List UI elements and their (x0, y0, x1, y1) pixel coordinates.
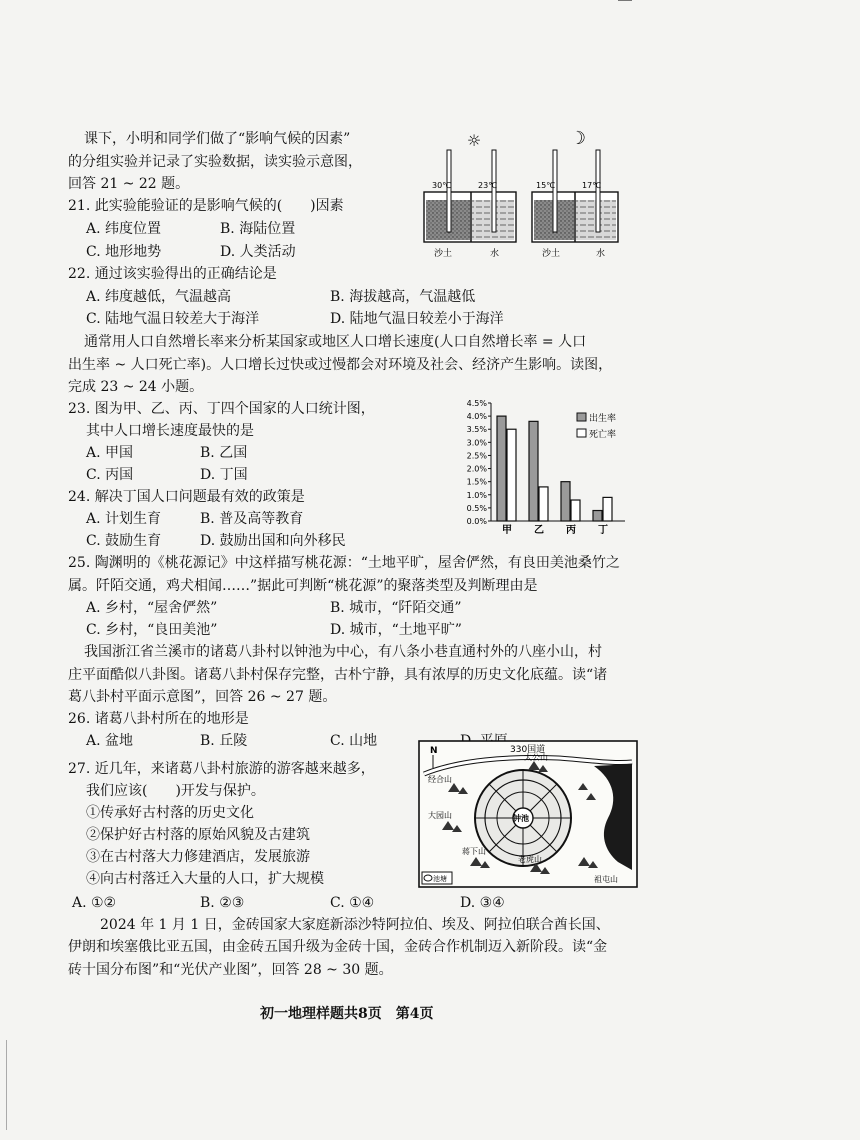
sand-label: 沙土 (542, 249, 561, 259)
y-tick-label: 0.5% (466, 503, 487, 513)
experiment-diagram (420, 120, 620, 260)
bar-出生率-甲 (497, 416, 506, 521)
q21-option-c: C. 地形地势 (86, 244, 162, 260)
q21-option-a: A. 纬度位置 (86, 221, 162, 237)
brics-line-2: 伊朗和埃塞俄比亚五国，由金砖五国升级为金砖十国，金砖合作机制迈入新阶段。读“金 (68, 939, 608, 955)
q27-option-d: D. ③④ (460, 895, 505, 911)
q23-option-a: A. 甲国 (86, 445, 134, 461)
q25-line-1: 25. 陶渊明的《桃花源记》中这样描写桃花源：“土地平旷，屋舍俨然，有良田美池桑竹之 (68, 555, 620, 571)
zhuge-line-2: 庄平面酷似八卦图。诸葛八卦村保存完整，古朴宁静，具有浓厚的历史文化底蕴。读“诸 (68, 667, 608, 683)
brics-line-1: 2024 年 1 月 1 日，金砖国家大家庭新添沙特阿拉伯、埃及、阿拉伯联合酋长国、 (100, 917, 610, 933)
bar-出生率-乙 (529, 421, 538, 521)
intro-line-2: 的分组实验并记录了实验数据，读实验示意图， (68, 154, 362, 170)
q27-stem-1: 27. 近几年，来诸葛八卦村旅游的游客越来越多， (68, 761, 375, 777)
thermometer (596, 150, 600, 232)
q24-option-b: B. 普及高等教育 (200, 511, 304, 527)
q22-option-a: A. 纬度越低，气温越高 (86, 289, 232, 305)
q27-item-2: ②保护好古村落的原始风貌及古建筑 (86, 827, 310, 843)
q23-option-d: D. 丁国 (200, 467, 248, 483)
legend-swatch (577, 413, 586, 421)
thermometer (447, 150, 451, 232)
q25-option-d: D. 城市，“土地平旷” (330, 622, 462, 638)
mountain-label: 太公山 (524, 753, 548, 762)
mountain-label: 蒋下山 (462, 847, 486, 856)
q22-option-b: B. 海拔越高，气温越低 (330, 289, 476, 305)
q26-stem: 26. 诸葛八卦村所在的地形是 (68, 711, 249, 727)
pop-line-2: 出生率 ~ 人口死亡率)。人口增长过快或过慢都会对环境及社会、经济产生影响。读图， (68, 357, 613, 373)
bar-死亡率-丙 (571, 500, 580, 521)
q26-option-b: B. 丘陵 (200, 733, 248, 749)
page-footer: 初一地理样题共8页 第4页 (260, 1006, 434, 1022)
q25-option-c: C. 乡村，“良田美池” (86, 622, 218, 638)
q24-option-c: C. 鼓励生育 (86, 533, 162, 549)
pond-legend-label: 池塘 (433, 875, 447, 883)
thermometer (492, 150, 496, 232)
q25-option-a: A. 乡村，“屋舍俨然” (86, 600, 218, 616)
q25-option-b: B. 城市，“阡陌交通” (330, 600, 462, 616)
q27-item-4: ④向古村落迁入大量的人口，扩大规模 (86, 871, 324, 887)
legend-label: 死亡率 (589, 430, 617, 440)
q27-option-c: C. ①④ (330, 895, 375, 911)
temp-label: 17℃ (582, 181, 602, 190)
category-label: 丁 (598, 525, 608, 536)
q25-line-2: 属。阡陌交通，鸡犬相闻……”据此可判断“桃花源”的聚落类型及判断理由是 (68, 578, 538, 594)
q26-option-c: C. 山地 (330, 733, 378, 749)
q24-option-d: D. 鼓励出国和向外移民 (200, 533, 346, 549)
mountain-label: 祖屯山 (594, 875, 618, 884)
y-tick-label: 0.0% (466, 517, 487, 526)
legend-swatch (577, 429, 586, 437)
q22-option-d: D. 陆地气温日较差小于海洋 (330, 311, 504, 327)
temp-label: 23℃ (478, 181, 498, 190)
bar-出生率-丁 (593, 511, 602, 521)
q22-stem: 22. 通过该实验得出的正确结论是 (68, 266, 277, 282)
q23-option-c: C. 丙国 (86, 467, 134, 483)
zhuge-line-1: 我国浙江省兰溪市的诸葛八卦村以钟池为中心，有八条小巷直通村外的八座小山，村 (84, 644, 602, 660)
temp-label: 30℃ (432, 181, 452, 190)
q21-option-d: D. 人类活动 (220, 244, 296, 260)
pop-line-1: 通常用人口自然增长率来分析某国家或地区人口增长速度(人口自然增长率 = 人口 (84, 334, 587, 350)
q26-option-a: A. 盆地 (86, 733, 134, 749)
bar-死亡率-甲 (507, 429, 516, 521)
y-tick-label: 1.5% (466, 477, 487, 487)
mountain-label: 大园山 (428, 811, 452, 820)
q24-stem: 24. 解决丁国人口问题最有效的政策是 (68, 489, 305, 505)
q27-item-1: ①传承好古村落的历史文化 (86, 805, 254, 821)
north-label: N (430, 746, 438, 756)
y-tick-label: 3.0% (466, 438, 487, 448)
intro-line-1: 课下，小明和同学们做了“影响气候的因素” (84, 131, 351, 147)
legend-label: 出生率 (589, 414, 617, 424)
zhuge-line-3: 葛八卦村平面示意图”，回答 26 ~ 27 题。 (68, 689, 337, 705)
q21-option-b: B. 海陆位置 (220, 221, 296, 237)
road-label: 330国道 (510, 745, 546, 755)
bar-出生率-丙 (561, 482, 570, 521)
category-label: 乙 (534, 525, 544, 536)
q23-stem-1: 23. 图为甲、乙、丙、丁四个国家的人口统计图， (68, 401, 375, 417)
q21-stem: 21. 此实验能验证的是影响气候的( )因素 (68, 198, 344, 214)
q27-option-a: A. ①② (72, 895, 117, 911)
pop-line-3: 完成 23 ~ 24 小题。 (68, 379, 204, 395)
intro-line-3: 回答 21 ~ 22 题。 (68, 176, 190, 192)
mountain-label: 经合山 (428, 775, 452, 784)
category-label: 丙 (566, 525, 576, 536)
y-tick-label: 2.5% (466, 451, 487, 461)
moon-icon: ☽ (569, 128, 587, 149)
sand-label: 沙土 (434, 249, 453, 259)
bar-死亡率-丁 (603, 497, 612, 521)
y-tick-label: 4.5% (466, 399, 487, 408)
q27-stem-2: 我们应该( )开发与保护。 (86, 783, 265, 799)
y-tick-label: 3.5% (466, 425, 487, 435)
q23-option-b: B. 乙国 (200, 445, 248, 461)
water-label: 水 (490, 249, 500, 259)
brics-line-3: 砖十国分布图”和“光伏产业图”，回答 28 ~ 30 题。 (68, 962, 393, 978)
mountain-label: 老虎山 (518, 855, 542, 864)
center-label: 钟池 (513, 814, 529, 823)
y-tick-label: 1.0% (466, 490, 487, 500)
thermometer (553, 150, 557, 232)
left-edge-mark (6, 1040, 7, 1130)
zhuge-village-map (418, 740, 638, 890)
q23-stem-2: 其中人口增长速度最快的是 (86, 423, 254, 439)
bar-死亡率-乙 (539, 487, 548, 521)
y-tick-label: 2.0% (466, 464, 487, 474)
q27-item-3: ③在古村落大力修建酒店，发展旅游 (86, 849, 310, 865)
y-tick-label: 4.0% (466, 412, 487, 422)
category-label: 甲 (502, 525, 512, 536)
q22-option-c: C. 陆地气温日较差大于海洋 (86, 311, 260, 327)
water-label: 水 (596, 249, 606, 259)
top-edge-mark (618, 0, 632, 1)
q27-option-b: B. ②③ (200, 895, 245, 911)
q24-option-a: A. 计划生育 (86, 511, 162, 527)
population-chart (455, 395, 630, 540)
temp-label: 15℃ (536, 181, 556, 190)
pond-icon (424, 875, 432, 881)
sun-icon: ☼ (466, 131, 482, 150)
